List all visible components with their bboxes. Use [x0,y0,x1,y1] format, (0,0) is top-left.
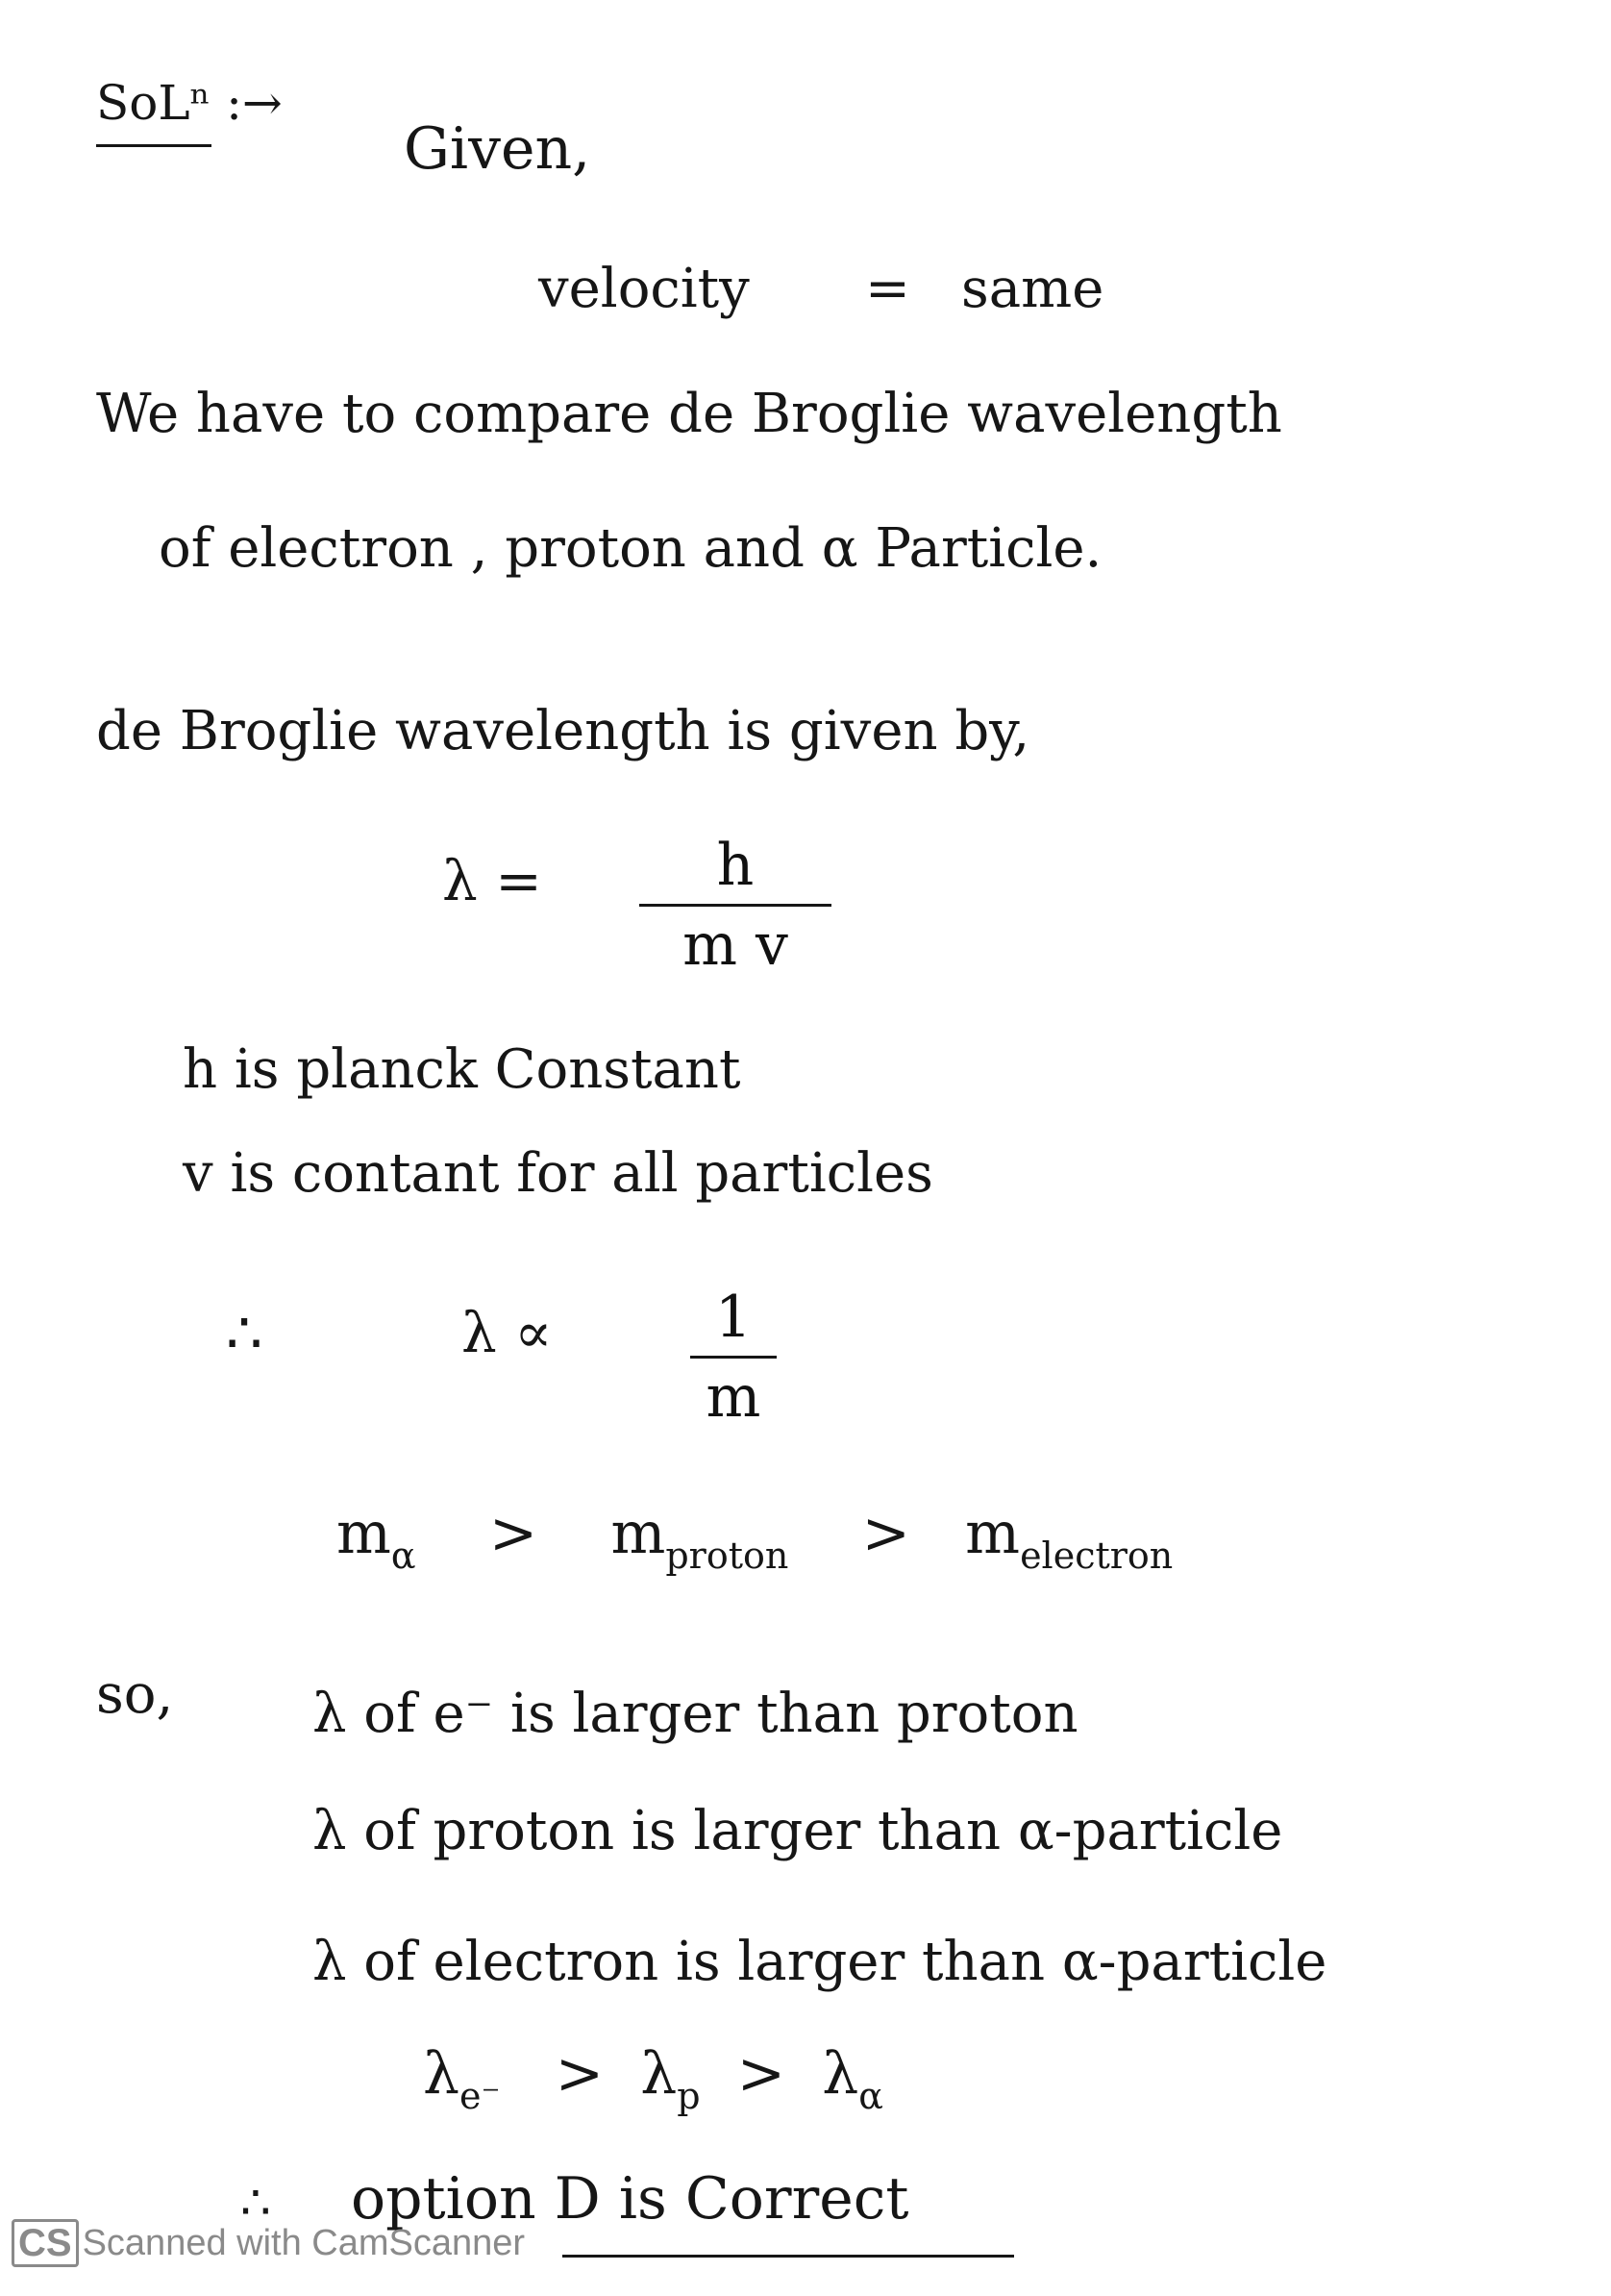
velocity-label: velocity [538,258,750,320]
lambda-e-subscript: e⁻ [459,2075,501,2117]
solution-underline [96,144,211,147]
greater-than-4: > [736,2040,786,2108]
lambda-alpha: λ [822,2040,859,2108]
camscanner-watermark [12,2219,525,2267]
so-label: so, [96,1663,174,1726]
given-heading: Given, [404,115,591,183]
result-line-2: λ of proton is larger than α-particle [312,1800,1283,1862]
one-over-m-fraction [690,1279,777,1435]
lambda-e: λ [423,2040,460,2108]
mass-ordering [336,1500,1174,1577]
greater-than-3: > [555,2040,605,2108]
mass-electron: m [965,1500,1021,1567]
lambda-p-subscript: p [677,2075,701,2117]
particles-statement: of electron , proton and α Particle. [159,517,1103,580]
mass-proton-subscript: proton [665,1535,789,1577]
fraction-denominator: m [706,1363,761,1431]
camscanner-logo: CS [12,2219,79,2267]
result-line-3: λ of electron is larger than α-particle [312,1931,1327,1993]
greater-than-1: > [488,1500,538,1567]
velocity-constant-note: v is contant for all particles [183,1142,933,1205]
conclusion-text: option D is Correct [351,2165,909,2233]
mass-alpha: m [336,1500,391,1567]
wavelength-lhs: λ = [442,848,542,913]
lambda-alpha-subscript: α [858,2075,883,2117]
camscanner-text: Scanned with CamScanner [82,2222,526,2263]
conclusion-underline [562,2255,1014,2258]
mass-alpha-subscript: α [390,1535,416,1577]
proportional-lhs: λ ∝ [461,1300,553,1365]
compare-statement: We have to compare de Broglie wavelength [96,383,1282,445]
solution-label: SoLⁿ :→ [96,75,283,131]
fraction-numerator: 1 [714,1284,753,1351]
wavelength-ordering [423,2040,883,2117]
planck-constant-note: h is planck Constant [183,1038,741,1101]
fraction-denominator: m v [682,911,788,979]
formula-intro: de Broglie wavelength is given by, [96,700,1030,762]
equals-sign: = [865,258,910,320]
therefore-symbol: ∴ [226,1300,263,1367]
greater-than-2: > [861,1500,910,1567]
mass-proton: m [610,1500,666,1567]
h-over-mv-fraction [639,827,831,984]
mass-electron-subscript: electron [1020,1535,1174,1577]
result-line-1: λ of e⁻ is larger than proton [312,1683,1078,1745]
lambda-p: λ [640,2040,678,2108]
same-label: same [961,258,1104,320]
fraction-numerator: h [716,832,755,899]
therefore-symbol-2: ∴ [240,2175,271,2231]
